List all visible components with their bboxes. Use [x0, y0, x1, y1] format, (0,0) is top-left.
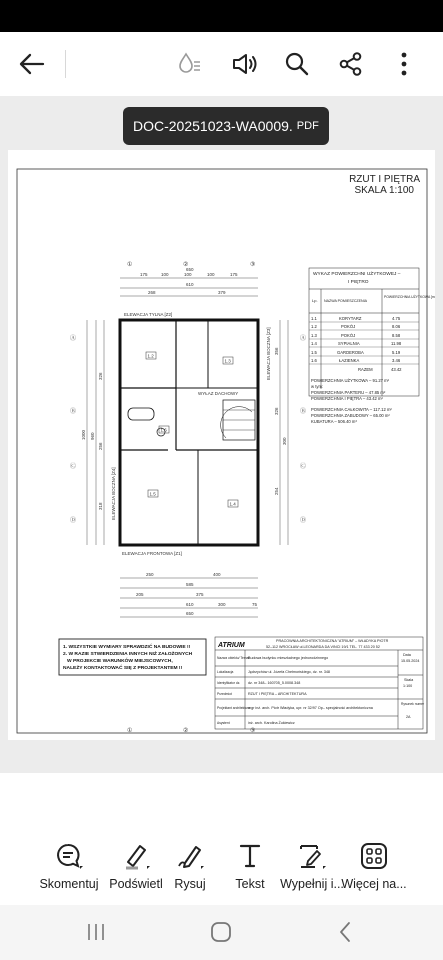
more-tools-label: Więcej na...: [341, 877, 407, 891]
svg-text:318: 318: [98, 502, 103, 510]
text-tool-label: Tekst: [235, 877, 265, 891]
svg-text:100: 100: [161, 272, 169, 277]
area-table: [309, 268, 435, 396]
pdf-page[interactable]: [8, 150, 435, 740]
svg-text:175: 175: [140, 272, 148, 277]
comment-tool-label: Skomentuj: [39, 877, 99, 891]
svg-text:1.6: 1.6: [160, 427, 167, 433]
area-table-title: WYKAZ POWIERZCHNI UŻYTKOWEJ –: [313, 272, 401, 277]
svg-text:POWIERZCHNIA PARTERU – 47.85 m: POWIERZCHNIA PARTERU – 47.85 m²: [311, 390, 386, 395]
drawing-title: RZUT I PIĘTRA: [349, 174, 420, 185]
svg-text:356: 356: [274, 347, 279, 355]
svg-text:1.3: 1.3: [224, 358, 231, 364]
svg-text:610: 610: [186, 282, 194, 287]
svg-text:326: 326: [274, 407, 279, 415]
svg-text:1.5: 1.5: [149, 491, 156, 497]
svg-text:585: 585: [186, 582, 194, 587]
svg-text:RAZEM: RAZEM: [358, 367, 373, 372]
svg-text:Ⓓ: Ⓓ: [70, 518, 77, 524]
svg-text:100: 100: [207, 272, 215, 277]
svg-text:379: 379: [218, 290, 226, 295]
svg-text:1.5: 1.5: [311, 350, 317, 355]
svg-text:dz. nr 348– 160705_5.0008.348: dz. nr 348– 160705_5.0008.348: [248, 681, 301, 685]
svg-text:GARDEROBA: GARDEROBA: [337, 350, 364, 355]
svg-text:2. W RAZIE STWIERDZENIA INNYCH: 2. W RAZIE STWIERDZENIA INNYCH NIŻ ZAŁOŻONYCH: [63, 652, 193, 657]
share-icon[interactable]: [333, 46, 369, 82]
more-options-icon[interactable]: [386, 46, 422, 82]
svg-text:POWIERZCHNIA UŻYTKOWA [m²]: POWIERZCHNIA UŻYTKOWA [m²]: [384, 295, 435, 299]
svg-text:NAZWA POMIESZCZENIA: NAZWA POMIESZCZENIA: [324, 299, 367, 303]
svg-text:Data: Data: [403, 653, 411, 657]
svg-text:Projektant architektura: Projektant architektura: [217, 706, 250, 710]
search-icon[interactable]: [279, 46, 315, 82]
svg-text:650: 650: [186, 267, 194, 272]
svg-text:POWIERZCHNIA CAŁKOWITA – 117.1: POWIERZCHNIA CAŁKOWITA – 117.12 m²: [311, 407, 392, 412]
svg-text:43.42: 43.42: [391, 367, 402, 372]
svg-text:610: 610: [186, 602, 194, 607]
room-labels: [146, 352, 238, 507]
more-tools-icon: [336, 839, 412, 873]
area-table-subtitle: I PIĘTRO: [348, 280, 369, 285]
read-aloud-icon[interactable]: [227, 46, 263, 82]
svg-text:100: 100: [184, 272, 192, 277]
svg-text:52–112 WROCŁAW ul.LEONARDA DA: 52–112 WROCŁAW ul.LEONARDA DA VINCI 19/1 TEL. 77 433 20 52: [266, 645, 380, 649]
reading-mode-icon[interactable]: [172, 46, 208, 82]
home-icon[interactable]: [201, 918, 241, 946]
svg-text:1.3: 1.3: [311, 333, 317, 338]
svg-text:205: 205: [136, 592, 144, 597]
svg-text:175: 175: [230, 272, 238, 277]
svg-text:375: 375: [196, 592, 204, 597]
top-dimension-labels: [140, 267, 238, 295]
svg-text:Ⓑ: Ⓑ: [70, 409, 77, 415]
title-block: [215, 637, 423, 729]
svg-text:WYŁAZ DACHOWY: WYŁAZ DACHOWY: [198, 391, 239, 396]
svg-text:Jędrzychów ul. Józefa Chełmońs: Jędrzychów ul. Józefa Chełmońskiego, dz. nr. 348: [248, 670, 330, 674]
highlight-tool-label: Podświetl: [109, 877, 163, 891]
svg-text:4.75: 4.75: [392, 316, 401, 321]
elevation-side-left-label: ELEWACJA BOCZNA [Z4]: [111, 467, 116, 520]
svg-text:POWIERZCHNIA ZABUDOWY – 65.00: POWIERZCHNIA ZABUDOWY – 65.00 m²: [311, 413, 390, 418]
svg-text:Nazwa obiektu/ Temat: Nazwa obiektu/ Temat: [217, 656, 250, 660]
svg-text:Ⓒ: Ⓒ: [300, 464, 307, 470]
svg-text:Ⓑ: Ⓑ: [300, 409, 307, 415]
svg-text:③: ③: [250, 262, 256, 268]
app-bar: [0, 32, 443, 96]
svg-text:POWIERZCHNIA I PIĘTRA – 43.42: POWIERZCHNIA I PIĘTRA – 43.42 m²: [311, 396, 383, 401]
svg-text:1.4: 1.4: [311, 341, 317, 346]
system-nav-bar: [0, 905, 443, 960]
svg-text:inż. arch. Karolina Żukiewicz: inż. arch. Karolina Żukiewicz: [248, 721, 295, 725]
comment-tool[interactable]: [31, 839, 107, 891]
more-tools[interactable]: [336, 839, 412, 891]
svg-text:②: ②: [183, 262, 189, 268]
svg-text:1.2: 1.2: [147, 353, 154, 359]
draw-tool-label: Rysuj: [174, 877, 206, 891]
svg-text:Budowa budynku mieszkalnego je: Budowa budynku mieszkalnego jednorodzinnego: [248, 656, 329, 660]
svg-text:KORYTARZ: KORYTARZ: [339, 316, 362, 321]
filename-badge: [123, 107, 329, 145]
filename-extension: PDF: [296, 120, 319, 132]
svg-text:254: 254: [274, 487, 279, 495]
svg-text:①: ①: [127, 262, 133, 268]
svg-text:NALEŻY KONTAKTOWAĆ SIĘ Z PROJE: NALEŻY KONTAKTOWAĆ SIĘ Z PROJEKTANTEM !!: [63, 666, 183, 671]
svg-text:8.06: 8.06: [392, 324, 401, 329]
notes-box: [59, 639, 206, 675]
svg-text:1.6: 1.6: [311, 358, 317, 363]
svg-text:POWIERZCHNIA UŻYTKOWA – 91.27: POWIERZCHNIA UŻYTKOWA – 91.27 m²: [311, 378, 390, 383]
svg-text:POKÓJ: POKÓJ: [341, 333, 356, 338]
svg-text:250: 250: [146, 572, 154, 577]
area-summary: [311, 378, 392, 424]
comment-icon: [31, 839, 107, 873]
svg-text:326: 326: [98, 372, 103, 380]
elevation-front-label: ELEWACJA FRONTOWA [Z1]: [122, 551, 182, 556]
svg-text:Asystent: Asystent: [217, 721, 230, 725]
svg-text:15.05.2024: 15.05.2024: [401, 659, 420, 663]
svg-text:1.4: 1.4: [229, 501, 236, 507]
svg-text:Ⓓ: Ⓓ: [300, 518, 307, 524]
elevation-back-label: ELEWACJA TYLNA [Z2]: [124, 312, 173, 317]
svg-text:5.19: 5.19: [392, 350, 401, 355]
elevation-side-right-label: ELEWACJA BOCZNA [Z3]: [266, 327, 271, 380]
svg-text:Przedmiot: Przedmiot: [217, 692, 232, 696]
svg-text:1000: 1000: [81, 429, 86, 440]
svg-text:400: 400: [213, 572, 221, 577]
svg-text:8.58: 8.58: [392, 333, 401, 338]
top-dimensions: [120, 278, 258, 296]
svg-text:Skala: Skala: [404, 678, 414, 682]
svg-text:KUBATURA – 506.40 m³: KUBATURA – 506.40 m³: [311, 419, 357, 424]
svg-text:RZUT I PIĘTRA – ARCHITEKTURA: RZUT I PIĘTRA – ARCHITEKTURA: [248, 692, 307, 696]
svg-text:1:100: 1:100: [403, 684, 413, 688]
svg-text:1. WSZYSTKIE WYMIARY SPRAWDZIĆ: 1. WSZYSTKIE WYMIARY SPRAWDZIĆ NA BUDOWIE !!: [63, 645, 191, 650]
svg-text:Lokalizacja: Lokalizacja: [217, 670, 234, 674]
svg-text:268: 268: [148, 290, 156, 295]
svg-text:11.98: 11.98: [391, 341, 402, 346]
svg-text:mgr inż. arch. Piotr Władyka,: mgr inż. arch. Piotr Władyka, upr. nr 32/97 Op– specjalność architektoniczna: [248, 706, 373, 710]
svg-text:Ⓐ: Ⓐ: [70, 336, 77, 342]
svg-text:SYPIALNIA: SYPIALNIA: [338, 341, 360, 346]
svg-text:POKÓJ: POKÓJ: [341, 324, 356, 329]
svg-text:PRACOWNIA ARCHITEKTONICZNA "AT: PRACOWNIA ARCHITEKTONICZNA "ATRIUM" – WŁADYKA PIOTR: [276, 639, 389, 643]
svg-text:3.46: 3.46: [392, 358, 401, 363]
svg-text:③: ③: [250, 728, 256, 734]
svg-text:Lp.: Lp.: [312, 298, 318, 303]
svg-text:300: 300: [282, 437, 287, 445]
svg-text:256: 256: [98, 442, 103, 450]
drawing-scale: SKALA 1:100: [354, 185, 414, 196]
svg-text:Identyfikator dz.: Identyfikator dz.: [217, 681, 241, 685]
back-arrow-icon[interactable]: [14, 46, 50, 82]
toolbar-divider: [65, 50, 66, 78]
svg-text:W PROJEKCIE WARUNKÓW MIEJSCOWY: W PROJEKCIE WARUNKÓW MIEJSCOWYCH,: [67, 659, 173, 664]
recent-apps-icon[interactable]: [76, 918, 116, 946]
svg-text:1.1: 1.1: [311, 316, 317, 321]
svg-text:650: 650: [186, 611, 194, 616]
status-bar: [0, 0, 443, 32]
svg-text:300: 300: [218, 602, 226, 607]
svg-text:Ⓒ: Ⓒ: [70, 464, 77, 470]
svg-text:Rysunek numer: Rysunek numer: [401, 702, 425, 706]
svg-text:①: ①: [127, 728, 133, 734]
svg-text:2A: 2A: [406, 715, 411, 719]
filename-text: DOC-20251023-WA0009.: [133, 118, 293, 134]
svg-text:960: 960: [90, 432, 95, 440]
title-block-text: [217, 639, 425, 725]
svg-text:75: 75: [252, 602, 258, 607]
bottom-dimension-labels: [136, 572, 258, 616]
atrium-logo: ATRIUM: [218, 642, 245, 649]
svg-text:②: ②: [183, 728, 189, 734]
svg-text:1.2: 1.2: [311, 324, 317, 329]
svg-text:Ⓐ: Ⓐ: [300, 336, 307, 342]
back-icon[interactable]: [325, 918, 365, 946]
bottom-toolbar: [0, 823, 443, 905]
fill-sign-tool-label: Wypełnij i...: [280, 877, 344, 891]
svg-text:ŁAZIENKA: ŁAZIENKA: [339, 358, 360, 363]
building-walls: [120, 320, 258, 545]
floor-plan-drawing: [8, 150, 435, 740]
svg-text:w tym:: w tym:: [311, 384, 324, 389]
